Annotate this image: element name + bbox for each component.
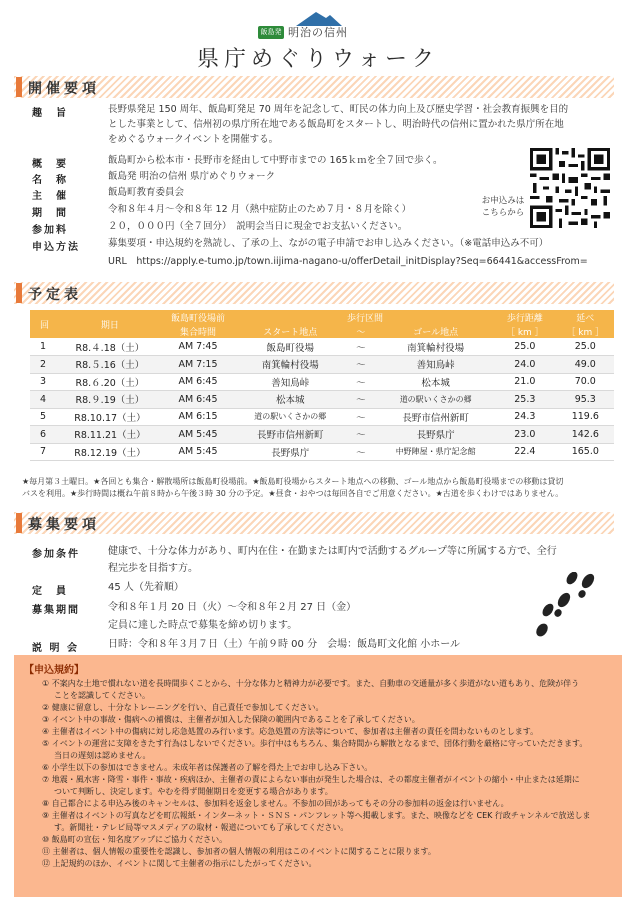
schedule-notes: ★毎月第３土曜日。★各回とも集合・解散場所は飯島町役場前。★飯島町役場からスタート地点への移動、ゴール地点から飯島町役場までの移動は貸切 バスを利用。★歩行時間は概ね午前８時から午後３時 30 分の予定。★昼食・おやつは毎回各自でご用意ください。★古道を歩くわけではありません。 bbox=[22, 477, 564, 498]
cell-no: 3 bbox=[30, 373, 61, 391]
overview-label: 趣 旨 bbox=[32, 108, 68, 119]
overview-label: 参加料 bbox=[32, 225, 68, 236]
section-title: 予定表 bbox=[28, 287, 82, 303]
cell-date: R8.６.20（土） bbox=[61, 373, 159, 391]
rule-item: 当日の遅刻は認めません。 bbox=[54, 751, 151, 760]
brand-subtitle: 明治の信州 bbox=[288, 26, 348, 39]
recruit-label: 説 明 会 bbox=[32, 643, 79, 654]
cell-no: 1 bbox=[30, 338, 61, 356]
cell-dist: 25.3 bbox=[493, 391, 557, 409]
overview-value: 募集要項・申込規約を熟読し、了承の上、ながの電子申請でお申し込みください。（※電話申込み不可） URL https://apply.e-tumo.jp/town.iijima-nagano-u/offerDetail_initDisplay?Seq=66441&accessFrom= bbox=[108, 238, 588, 267]
cell-tilde: ～ bbox=[343, 443, 378, 461]
cell-total: 25.0 bbox=[557, 338, 614, 356]
cell-date: R8.４.18（土） bbox=[61, 338, 159, 356]
rule-item: ⑥ 小学生以下の参加はできません。未成年者は保護者の了解を得た上でお申し込み下さい。 bbox=[42, 763, 373, 772]
rule-item: ⑫ 上記規約のほか、イベントに関して主催者の指示にしたがってください。 bbox=[42, 859, 317, 868]
cell-tilde: ～ bbox=[343, 391, 378, 409]
cell-time: AM 6:15 bbox=[159, 408, 237, 426]
recruit-value: 令和８年１月 20 日（火）～令和８年２月 27 日（金） 定員に達した時点で募集を締め切ります。 bbox=[108, 602, 357, 631]
overview-label: 概 要 bbox=[32, 159, 68, 170]
cell-time: AM 5:45 bbox=[159, 426, 237, 444]
cell-time: AM 6:45 bbox=[159, 373, 237, 391]
cell-time: AM 7:45 bbox=[159, 338, 237, 356]
rule-item: す。新聞社・テレビ局等マスメディアの取材・報道についても了承してください。 bbox=[54, 823, 349, 832]
cell-start: 飯島町役場 bbox=[237, 338, 344, 356]
rule-item: ⑨ 主催者はイベントの写真などを町広報紙・インターネット・ＳＮＳ・パンフレット等へ掲載します。また、映像などを CEK 行政チャンネルで放送しま bbox=[42, 811, 591, 820]
cell-no: 6 bbox=[30, 426, 61, 444]
col-header-distance-unit: ［ km ］ bbox=[493, 324, 557, 338]
rule-item: ついて判断し、決定します。やむを得ず開催期日を変更する場合があります。 bbox=[54, 787, 333, 796]
rule-item: ⑧ 自己都合による申込み後のキャンセルは、参加料を返金しません。不参加の回があってもその分の参加料の返金は行いません。 bbox=[42, 799, 509, 808]
cell-total: 49.0 bbox=[557, 356, 614, 374]
cell-tilde: ～ bbox=[343, 338, 378, 356]
rule-item: ⑪ 主催者は、個人情報の重要性を認識し、参加者の個人情報の利用はこのイベントに関することに限ります。 bbox=[42, 847, 436, 856]
cell-dist: 24.3 bbox=[493, 408, 557, 426]
col-header-meeting: 飯島町役場前 bbox=[159, 310, 237, 324]
cell-goal: 松本城 bbox=[378, 373, 493, 391]
col-header-route: 歩行区間 bbox=[237, 310, 493, 324]
cell-date: R8.10.17（土） bbox=[61, 408, 159, 426]
page-title: 県庁めぐりウォーク bbox=[196, 47, 440, 72]
cell-no: 2 bbox=[30, 356, 61, 374]
cell-total: 119.6 bbox=[557, 408, 614, 426]
rule-item: ⑦ 地震・風水害・降雪・事件・事故・疾病ほか、主催者の責によらない事由が発生した場合は、その都度主催者がイベントの縮小・中止または延期に bbox=[42, 775, 580, 784]
cell-time: AM 5:45 bbox=[159, 443, 237, 461]
qr-caption: お申込みは こちらから bbox=[481, 196, 525, 218]
col-header-time: 集合時間 bbox=[159, 324, 237, 338]
cell-tilde: ～ bbox=[343, 356, 378, 374]
rule-item: ② 健康に留意し、十分なトレーニングを行い、自己責任で参加してください。 bbox=[42, 703, 324, 712]
overview-label: 名 称 bbox=[32, 175, 68, 186]
brand-badge: 飯島発 bbox=[258, 26, 284, 39]
cell-tilde: ～ bbox=[343, 408, 378, 426]
overview-value: ２０，０００円（全７回分） 説明会当日に現金でお支払いください。 bbox=[108, 221, 408, 232]
cell-start: 長野市信州新町 bbox=[237, 426, 344, 444]
cell-start: 善知鳥峠 bbox=[237, 373, 344, 391]
recruit-value: 日時：令和８年３月７日（土）午前９時 00 分 会場：飯島町文化館 小ホール bbox=[108, 639, 461, 650]
cell-no: 7 bbox=[30, 443, 61, 461]
cell-total: 70.0 bbox=[557, 373, 614, 391]
cell-dist: 24.0 bbox=[493, 356, 557, 374]
cell-date: R8.９.19（土） bbox=[61, 391, 159, 409]
cell-time: AM 7:15 bbox=[159, 356, 237, 374]
cell-start: 長野県庁 bbox=[237, 443, 344, 461]
cell-no: 4 bbox=[30, 391, 61, 409]
footprints-icon bbox=[528, 572, 600, 638]
recruit-label: 募集期間 bbox=[32, 605, 80, 616]
cell-goal: 道の駅いくさかの郷 bbox=[378, 391, 493, 409]
cell-dist: 25.0 bbox=[493, 338, 557, 356]
recruit-value: 45 人（先着順） bbox=[108, 582, 184, 593]
overview-value: 長野県発足 150 周年、飯島町発足 70 周年を記念して、町民の体力向上及び歴史学習・社会教育振興を目的 とした事業として、信州初の県庁所在地である飯島町をスタートし、明治時代の信州に置かれた県庁所在地 をめぐるウォークイベントを開催する。 bbox=[108, 104, 569, 145]
col-header-date: 期日 bbox=[61, 310, 159, 338]
cell-date: R8.12.19（土） bbox=[61, 443, 159, 461]
recruit-value: 健康で、十分な体力があり、町内在住・在勤または町内で活動するグループ等に所属する方で、全行 程完歩を目指す方。 bbox=[108, 546, 557, 574]
cell-dist: 21.0 bbox=[493, 373, 557, 391]
cell-goal: 長野県庁 bbox=[378, 426, 493, 444]
cell-tilde: ～ bbox=[343, 373, 378, 391]
overview-value: 飯島町から松本市・長野市を経由して中野市までの 165ｋｍを全７回で歩く。 bbox=[108, 155, 443, 166]
cell-goal: 中野陣屋・県庁記念館 bbox=[378, 443, 493, 461]
cell-total: 142.6 bbox=[557, 426, 614, 444]
col-header-tilde: ～ bbox=[343, 324, 378, 338]
cell-date: R8.５.16（土） bbox=[61, 356, 159, 374]
rule-item: ③ イベント中の事故・傷病への補償は、主催者が加入した保険の範囲内であることを了承してください。 bbox=[42, 715, 420, 724]
rule-item: ① 不案内な土地で慣れない道を長時間歩くことから、十分な体力と精神力が必要です。また、自動車の交通量が多く歩道がない道もあり、危険が伴う bbox=[42, 679, 580, 688]
cell-dist: 23.0 bbox=[493, 426, 557, 444]
cell-goal: 南箕輪村役場 bbox=[378, 338, 493, 356]
cell-total: 165.0 bbox=[557, 443, 614, 461]
cell-dist: 22.4 bbox=[493, 443, 557, 461]
rule-item: ④ 主催者はイベント中の傷病に対し応急処置のみ行います。応急処置の方法等について、参加者は主催者の責任を問わないものとします。 bbox=[42, 727, 539, 736]
cell-time: AM 6:45 bbox=[159, 391, 237, 409]
overview-label: 申込方法 bbox=[32, 242, 80, 253]
overview-value: 令和８年４月～令和８年 12 月（熱中症防止のため７月・８月を除く） bbox=[108, 204, 412, 215]
col-header-total: 延べ bbox=[557, 310, 614, 324]
recruit-label: 参加条件 bbox=[32, 549, 80, 560]
cell-total: 95.3 bbox=[557, 391, 614, 409]
rules-box bbox=[14, 655, 622, 897]
cell-goal: 善知鳥峠 bbox=[378, 356, 493, 374]
apply-url-link[interactable]: URL https://apply.e-tumo.jp/town.iijima-nagano-u/offerDetail_initDisplay?Seq=66441&accessFrom= bbox=[108, 256, 588, 267]
rules-list bbox=[24, 678, 612, 870]
col-header-no: 回 bbox=[30, 310, 61, 338]
col-header-start: スタート地点 bbox=[237, 324, 344, 338]
col-header-goal: ゴール地点 bbox=[378, 324, 493, 338]
overview-value: 飯島発 明治の信州 県庁めぐりウォーク bbox=[108, 171, 276, 182]
cell-date: R8.11.21（土） bbox=[61, 426, 159, 444]
rule-item: ⑤ イベントの運営に支障をきたす行為はしないでください。歩行中はもちろん、集合時間から解散となるまで、団体行動を厳格に守っていただきます。 bbox=[42, 739, 588, 748]
rules-title: 【申込規約】 bbox=[24, 665, 84, 676]
cell-start: 道の駅いくさかの郷 bbox=[237, 408, 344, 426]
overview-label: 期 間 bbox=[32, 208, 68, 219]
overview-label: 主 催 bbox=[32, 191, 68, 202]
rule-item: ⑩ 飯島町の宣伝・知名度アップにご協力ください。 bbox=[42, 835, 228, 844]
cell-start: 南箕輪村役場 bbox=[237, 356, 344, 374]
cell-goal: 長野市信州新町 bbox=[378, 408, 493, 426]
recruit-label: 定 員 bbox=[32, 586, 68, 597]
overview-value: 飯島町教育委員会 bbox=[108, 187, 185, 198]
cell-tilde: ～ bbox=[343, 426, 378, 444]
rule-item: ことを認識してください。 bbox=[54, 691, 150, 700]
section-title: 募集要項 bbox=[28, 517, 100, 533]
section-title: 開催要項 bbox=[28, 81, 100, 97]
cell-start: 松本城 bbox=[237, 391, 344, 409]
cell-no: 5 bbox=[30, 408, 61, 426]
col-header-distance: 歩行距離 bbox=[493, 310, 557, 324]
col-header-total-unit: ［ km ］ bbox=[557, 324, 614, 338]
